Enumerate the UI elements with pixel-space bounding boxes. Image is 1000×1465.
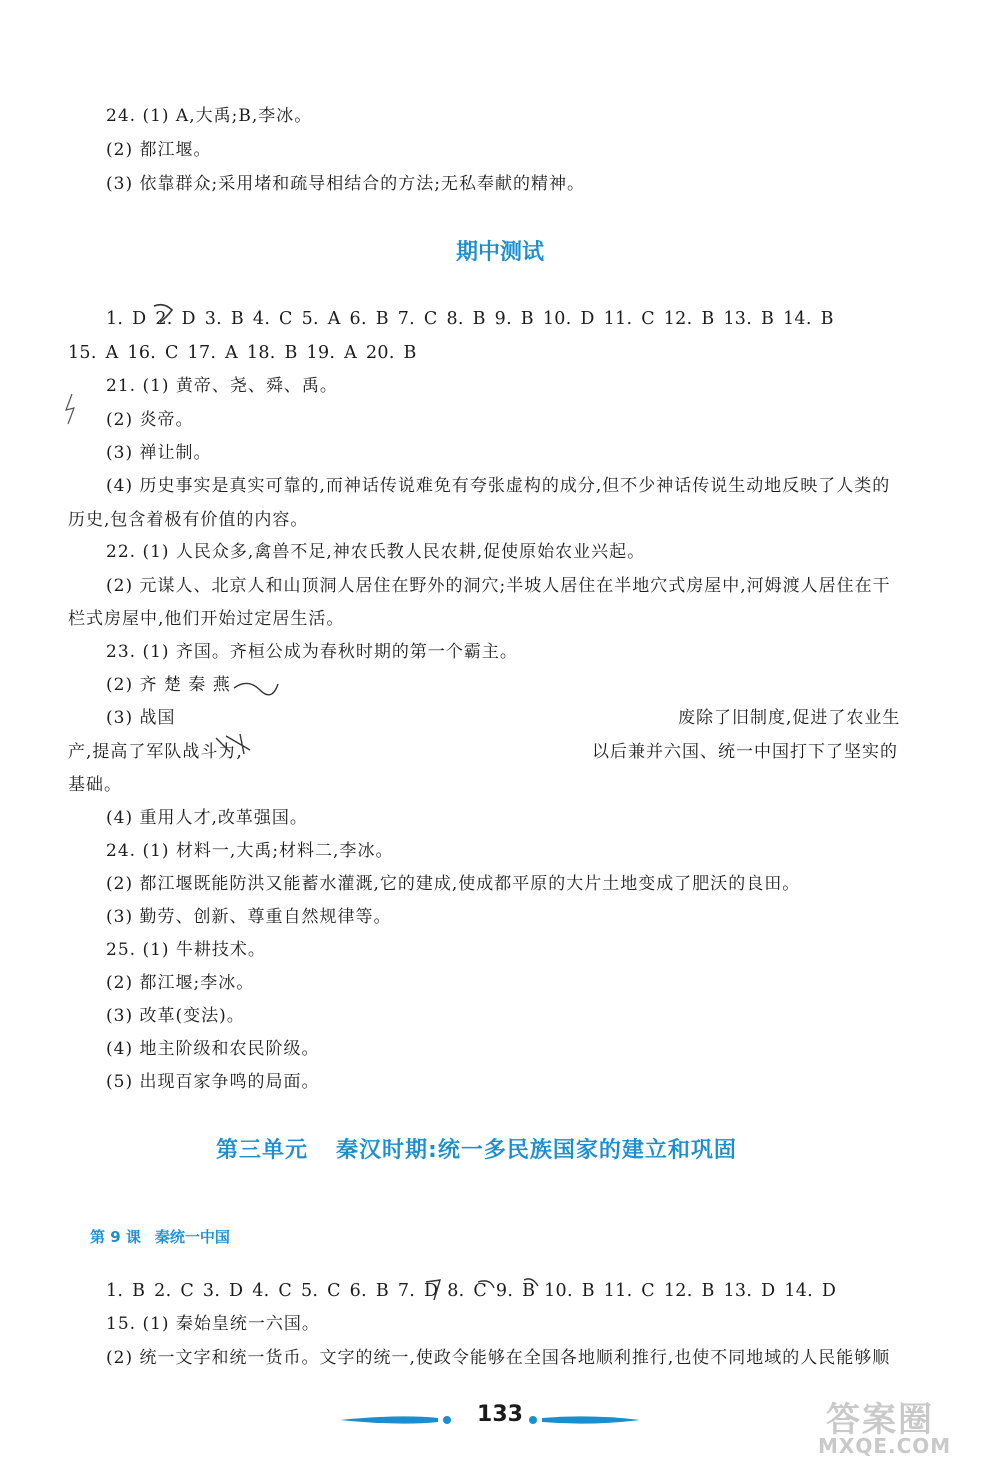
lesson-heading: [90, 1226, 230, 1247]
midterm-title: 期中测试: [455, 240, 544, 265]
midterm-mcq-line-1: 1. D 2. D 3. B 4. C 5. A 6. B 7. C 8. B 9. B 10. D 11. C 12. B 13. B 14. B: [106, 309, 834, 329]
answer-25-3: (3) 改革(变法)。: [106, 1006, 245, 1026]
answer-24-3: (3) 依靠群众;采用堵和疏导相结合的方法;无私奉献的精神。: [106, 174, 585, 194]
lesson9-answer-15-1: 15. (1) 秦始皇统一六国。: [106, 1314, 320, 1334]
answer-24b-3: (3) 勤劳、创新、尊重自然规律等。: [106, 907, 392, 927]
answer-21-4-cont: 历史,包含着极有价值的内容。: [68, 510, 309, 530]
answer-25-1: 25. (1) 牛耕技术。: [106, 940, 266, 960]
answer-22-2-cont: 栏式房屋中,他们开始过定居生活。: [68, 609, 345, 629]
answer-25-4: (4) 地主阶级和农民阶级。: [106, 1039, 320, 1059]
handwriting-mark-3: [230, 668, 280, 696]
lesson9-mcq: 1. B 2. C 3. D 4. C 5. C 6. B 7. D 8. C 9. B 10. B 11. C 12. B 13. D 14. D: [106, 1281, 837, 1301]
answer-25-2: (2) 都江堰;李冰。: [106, 973, 255, 993]
lesson-title: 秦统一中国: [154, 1228, 230, 1246]
answer-21-3: (3) 禅让制。: [106, 443, 212, 463]
answer-22-2: (2) 元谋人、北京人和山顶洞人居住在野外的洞穴;半坡人居住在半地穴式房屋中,河姆渡人居住在干: [106, 576, 891, 596]
answer-23-3-cont: 产,提高了军队战斗力,: [68, 742, 243, 762]
answer-24-1: 24. (1) A,大禹;B,李冰。: [106, 106, 313, 126]
unit-title: 秦汉时期:统一多民族国家的建立和巩固: [336, 1138, 737, 1163]
handwriting-mark-2: [58, 390, 82, 430]
answer-23-1: 23. (1) 齐国。齐桓公成为春秋时期的第一个霸主。: [106, 642, 518, 662]
watermark: [818, 1392, 990, 1462]
answer-23-3-cont-right: 以后兼并六国、统一中国打下了坚实的: [592, 742, 898, 762]
lesson9-answer-15-2: (2) 统一文字和统一货币。文字的统一,使政令能够在全国各地顺利推行,也使不同地域的人民能够顺: [106, 1348, 891, 1368]
answer-24b-1: 24. (1) 材料一,大禹;材料二,李冰。: [106, 841, 394, 861]
answer-24b-2: (2) 都江堰既能防洪又能蓄水灌溉,它的建成,使成都平原的大片土地变成了肥沃的良田。: [106, 874, 801, 894]
lesson-label: 第 9 课: [90, 1228, 141, 1246]
answer-21-1: 21. (1) 黄帝、尧、舜、禹。: [106, 376, 338, 396]
watermark-url: MXQE.COM: [818, 1434, 952, 1458]
page-number: 133: [477, 1402, 523, 1427]
answer-24-2: (2) 都江堰。: [106, 140, 212, 160]
answer-21-4: (4) 历史事实是真实可靠的,而神话传说难免有夸张虚构的成分,但不少神话传说生动地反映了人类的: [106, 476, 891, 496]
unit-label: 第三单元: [216, 1138, 309, 1163]
answer-23-4: (4) 重用人才,改革强国。: [106, 808, 308, 828]
midterm-mcq-line-2: 15. A 16. C 17. A 18. B 19. A 20. B: [68, 343, 417, 363]
answer-23-3-end: 基础。: [68, 775, 122, 795]
unit-heading: [216, 1133, 737, 1164]
answer-23-2: (2) 齐 楚 秦 燕: [106, 675, 231, 695]
watermark-logo-text: 答案圈: [826, 1400, 934, 1440]
answer-21-2: (2) 炎帝。: [106, 410, 194, 430]
answer-22-1: 22. (1) 人民众多,禽兽不足,神农氏教人民农耕,促使原始农业兴起。: [106, 542, 646, 562]
answer-25-5: (5) 出现百家争鸣的局面。: [106, 1072, 320, 1092]
answer-23-3: (3) 战国: [106, 708, 176, 728]
answer-23-3-right: 废除了旧制度,促进了农业生: [678, 708, 901, 728]
